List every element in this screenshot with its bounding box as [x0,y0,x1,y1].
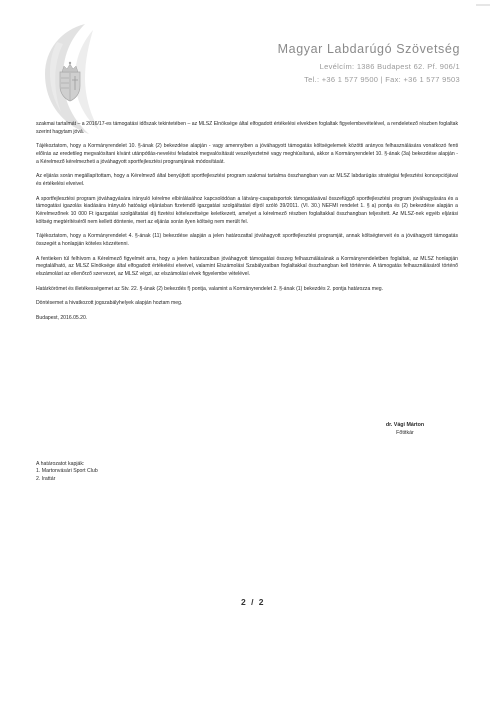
paragraph-assessment: Az eljárás során megállapítottam, hogy a Kérelmező által benyújtott sportfejlesztési program szakmai tartalma összhangban van az MLSZ labdarúgás stratégiai fejlesztési koncepciójával és értékelési elveivel. [36,173,458,187]
page-number: 2 / 2 [241,597,266,607]
paragraph-jurisdiction: Határkörömet és illetékességemet az Stv. 22. §-ának (2) bekezdés f) pontja, valamint a Kormányrendelet 2. §-ának (1) bekezdés 2. pontja határozza meg. [36,285,384,292]
paragraph-approval: szakmai tartalmát – a 2016/17-es támogatási időszak tekintetében – az MLSZ Elnöksége által elfogadott értékelési elvekben foglaltak figyelembevételével, a rendeletező részben foglaltak szerint hagytam jóvá. [36,121,458,135]
signatory-title: Főtitkár [396,429,414,436]
paragraph-modification-notice: Tájékoztatom, hogy a Kormányrendelet 10. §-ának (2) bekezdése alapján - vagy amennyiben a jóváhagyott támogatás költségelemek közötti arányos felhasználására vonatkozó fenti előírás az eredetileg megvalósítani kívánt utánpótlás-nevelési feladatok megvalósítását veszélyeztetné vagy meghiúsítaná, akkor a Kormányrendelet 10. §-ának (3a) bekezdése alapján - a Kérelmező kérelmezheti a jóváhagyott sportfejlesztési programjának módosítását. [36,143,458,165]
letterhead [255,42,460,84]
paragraph-fee: A sportfejlesztési program jóváhagyására irányuló kérelme elbírálásához kapcsolódóan a látvány-csapatsportok támogatásával összefüggő sportfejlesztési program jóváhagyására és a támogatási igazolás kiadására irányuló hatósági eljárásban fizetendő igazgatási szolgáltatási díjról szóló 39/2011. (VI. 30.) NEFMI rendelet 1. § a) pontja és (2) bekezdése alapján a Kérelmezőnek 10 000 Ft igazgatási szolgáltatási díj fizetési kötelezettsége keletkezett, amelyet a kérelmező részben foglaltakkal összhangban teljesített. Az MLSZ-nek egyéb eljárási költség megtérítéséről nem kellett döntenie, mert az eljárás során ilyen költség nem merült fel. [36,195,458,225]
postal-address: Levélcím: 1386 Budapest 62. Pf. 906/1 [319,62,460,71]
date-line: Budapest, 2016.05.20. [36,315,88,322]
recipients-list [36,461,98,483]
paragraph-decision: Döntésemet a hivatkozott jogszabályhelyek alapján hoztam meg. [36,300,183,307]
list-item: 1. Martonvásári Sport Club [36,468,98,475]
document-body [36,121,458,330]
scan-artifact [476,4,490,6]
signatory-name: dr. Vági Márton [385,422,425,428]
signature-block [360,422,450,437]
list-item: 2. Irattár [36,475,56,482]
organization-name: Magyar Labdarúgó Szövetség [277,42,460,56]
paragraph-usage-rules: A fentieken túl felhívom a Kérelmező figyelmét arra, hogy a jelen határozatban jóváhagyott támogatási összeg felhasználásának a Kormányrendeletben foglaltak, az MLSZ honlapján megtalálható, az MLSZ Elnöksége által elfogadott értékelési elveivel, valamint Elszámolási Szabályzatban foglaltakkal összhangban kell történnie. A támogatás felhasználásáról történő elszámolást az ellenőrző szervezet, az MLSZ végzi, az elszámolási elvek figyelembe vételével. [36,255,458,277]
contact-line: Tel.: +36 1 577 9500 | Fax: +36 1 577 9503 [304,75,460,84]
paragraph-publication: Tájékoztatom, hogy a Kormányrendelet 4. §-ának (11) bekezdése alapján a jelen határozattal jóváhagyott sportfejlesztési programját, annak költségterveit és a jóváhagyott támogatás összegét a honlapján köteles közzétenni. [36,233,458,247]
recipients-heading: A határozatot kapják: [36,461,85,467]
